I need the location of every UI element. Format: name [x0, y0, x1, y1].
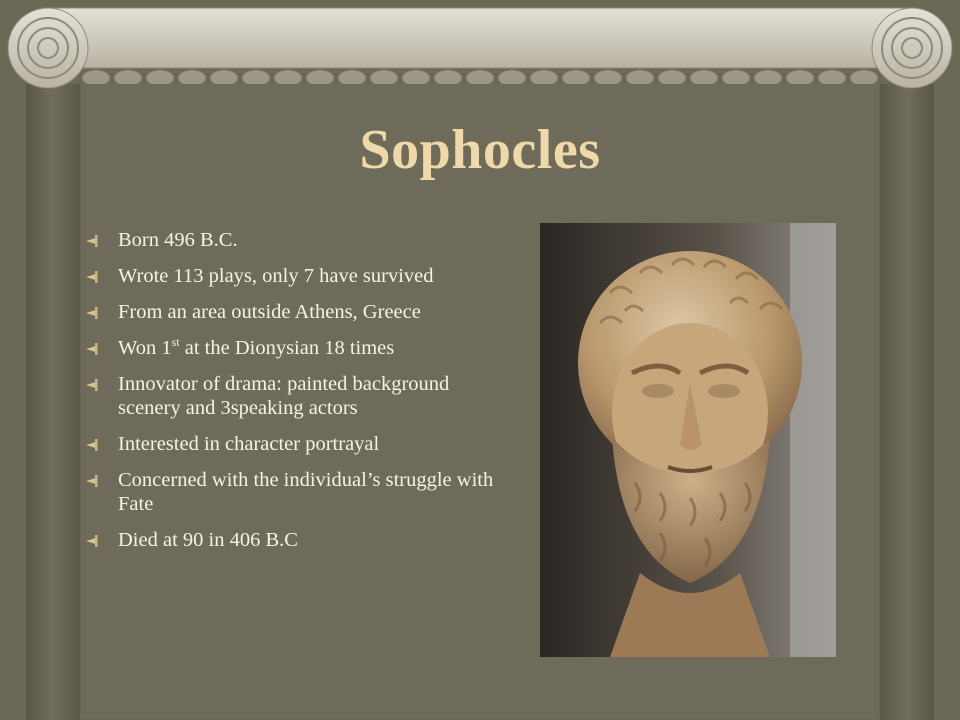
pin-bullet-icon: [84, 532, 100, 550]
bullet-item: [84, 528, 494, 552]
bullet-text: Won 1st at the Dionysian 18 times: [118, 335, 395, 359]
bullet-item: [84, 264, 494, 288]
ordinal-superscript: st: [171, 335, 180, 350]
pin-bullet-icon: [84, 472, 100, 490]
bullet-text: Born 496 B.C.: [118, 229, 238, 251]
pin-bullet-icon: [84, 304, 100, 322]
pin-bullet-icon: [84, 232, 100, 250]
bullet-text: Innovator of drama: painted background scenery and 3speaking actors: [118, 373, 450, 419]
pin-bullet-icon: [84, 436, 100, 454]
bullet-item: [84, 468, 494, 516]
bullet-item: [84, 336, 494, 360]
bullet-item: [84, 228, 494, 252]
bullet-text: Concerned with the individual’s struggle with Fate: [118, 469, 494, 515]
bullet-text: Died at 90 in 406 B.C: [118, 529, 298, 551]
bullet-list: [84, 228, 494, 564]
bust-portrait-icon: [540, 223, 836, 657]
bullet-text: Interested in character portrayal: [118, 433, 380, 455]
sophocles-bust-image: [540, 223, 836, 657]
slide-title: Sophocles: [359, 119, 601, 181]
pin-bullet-icon: [84, 376, 100, 394]
pin-bullet-icon: [84, 340, 100, 358]
bullet-item: [84, 432, 494, 456]
right-volute: [872, 8, 952, 88]
bullet-item: [84, 300, 494, 324]
bullet-text: From an area outside Athens, Greece: [118, 301, 421, 323]
left-volute: [8, 8, 88, 88]
bullet-item: [84, 372, 494, 420]
bullet-text: Wrote 113 plays, only 7 have survived: [118, 265, 434, 287]
pin-bullet-icon: [84, 268, 100, 286]
